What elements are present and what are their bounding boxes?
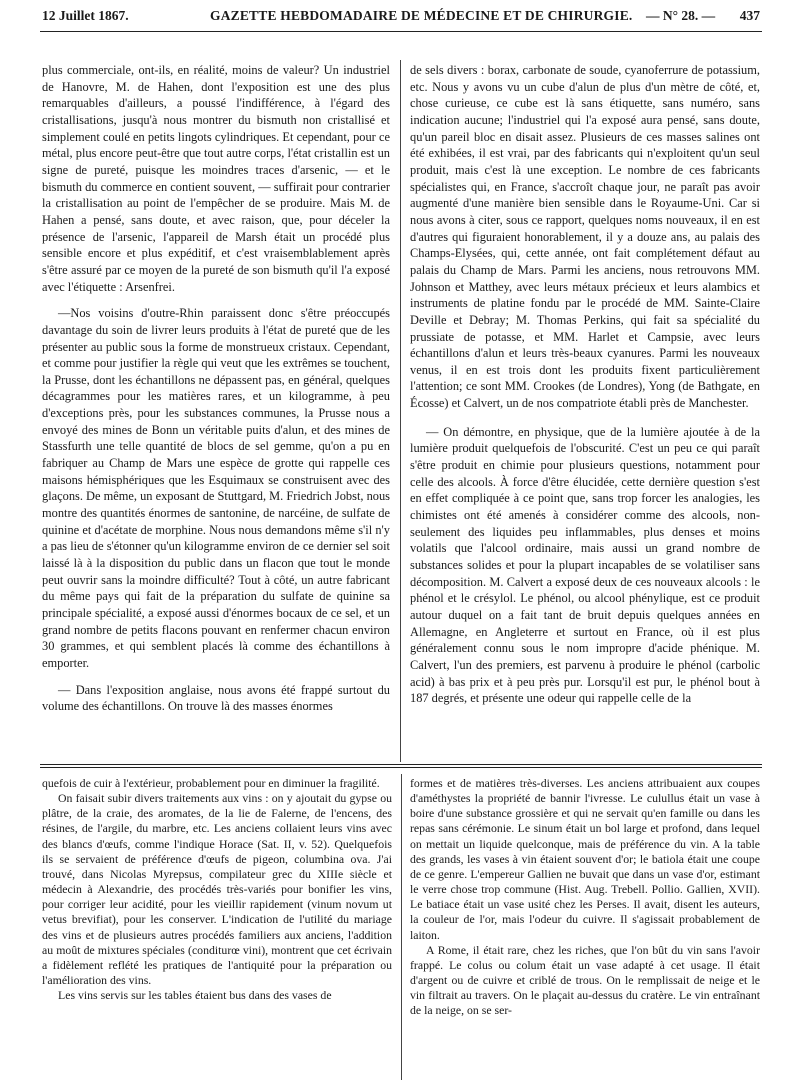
header-title: GAZETTE HEBDOMADAIRE DE MÉDECINE ET DE CHIRURGIE.: [210, 8, 633, 23]
upper-right-column: [410, 62, 760, 707]
header-rule: [40, 31, 762, 32]
lower-column-divider: [401, 774, 402, 1080]
paragraph: de sels divers : borax, carbonate de soude, cyanoferrure de potassium, etc. Nous y avons vu un cube d'alun de plus d'un mètre de côté, et, chose curieuse, ce cube est là sans étiquette, sans numéro, sans indication aucune; l'industriel qui l'a exposé aura pensé, sans doute, qu'un pareil bloc en disait assez. Plusieurs de ces masses salines ont été exhibées, il est vrai, par des fabricants qui n'exploitent qu'un seul produit, mais c'est là une exception. Le nombre de ces fabricants spécialistes qui, en France, s'accroît chaque jour, ne paraît pas avoir augmenté d'une manière bien sensible dans le Royaume-Uni. Car si nous avons à citer, sous ce rapport, quelques noms nouveaux, il en est d'autres qui figuraient honorablement, il y a douze ans, au palais des Champs-Elysées, qui, cette année, ont fait complétement défaut au palais du Champ de Mars. Parmi les anciens, nous retrouvons MM. Johnson et Matthey, avec leurs métaux précieux et leurs alambics et instruments de platine fondu par le procédé de MM. Sainte-Claire Deville et Debray; M. Thomas Perkins, qui fait sa spécialité du prussiate de potasse, et MM. Harlet et Campsie, avec leurs échantillons d'alun et leurs très-beaux cyanures. Parmi les nouveaux venus, il en est trois dont les produits fixent particulièrement l'attention; ce sont MM. Crookes (de Londres), Yong (de Bathgate, en Écosse) et Calvert, un de nos compatriote établi près de Manchester.: [410, 63, 760, 411]
lower-left-column: [42, 776, 392, 1003]
paragraph: plus commerciale, ont-ils, en réalité, moins de valeur? Un industriel de Hanovre, M. de Hahen, dont l'exposition est une des plus remarquables d'ailleurs, a poussé l'indifférence, à l'égard des cristallisations, jusqu'à nous montrer du bismuth non cristallisé et simplement coulé en petits lingots cylindriques. Et cependant, pour ce métal, plus encore peut-être que tout autre corps, l'état cristallin est un signe de pureté, puisque les moindres traces d'arsenic, — et le bismuth du commerce en contient souvent, — suffirait pour contrarier la cristallisation au point de l'empêcher de se produire. Mais M. de Hahen a pensé, sans doute, et avec raison, que, pour déceler la présence de l'arsenic, l'appareil de Marsh était un procédé plus sensible encore et plus expéditif, et c'est vraisemblablement après s'être assuré par ce moyen de la pureté de son bismuth qu'il l'a exposé avec l'étiquette : Arsenfrei.: [42, 63, 390, 294]
paragraph: A Rome, il était rare, chez les riches, que l'on bût du vin sans l'avoir frappé. Le colus ou colum était un vase adapté à cet usage. Il était d'argent ou de cuivre et criblé de trous. On le remplissait de neige et le vin filtrait au travers. On le plaçait au-dessus du cratère. Le vin entraînant de la neige, on se ser-: [410, 942, 760, 1018]
paragraph: formes et de matières très-diverses. Les anciens attribuaient aux coupes d'améthystes la propriété de bannir l'ivresse. Le culullus était un vase à boire d'une substance grossière et qui ne servait qu'en famille ou dans les repas sans cérémonie. Le sinum était un bol large et profond, dans lequel on mettait un liquide quelconque, mais de préférence du vin. A la table des grands, les vases à vin étaient souvent d'or; le batiola était une coupe de ce genre. L'empereur Gallien ne buvait que dans un vase d'or, estimant le verre chose trop commune (Hist. Aug. Trebell. Pollio. Gallien, XVII). Le batiace était un vase usité chez les Perses. Il avait, disent les auteurs, la couleur de l'or, mais l'odeur du cuivre. Il s'agissait probablement de laiton.: [410, 776, 760, 942]
upper-left-column: [42, 62, 390, 715]
section-rule: [40, 764, 762, 768]
header-page-number: 437: [739, 8, 760, 23]
paragraph: Les vins servis sur les tables étaient bus dans des vases de: [58, 988, 332, 1003]
paragraph: On faisait subir divers traitements aux vins : on y ajoutait du gypse ou plâtre, de la craie, des aromates, de la lie de Falerne, de l'encens, des résines, de l'argile, du marbre, etc. Les anciens collaient leurs vins avec des blancs d'œufs, comme l'indique Horace (Sat. II, v. 52). Quelquefois ils se servaient de préférence d'œufs de pigeon, columbina ova. J'ai trouvé, dans Nicolas Myrepsus, compilateur grec du XIIIe siècle et médecin à Alexandrie, des procédés très-variés pour bonifier les vins, pour corriger leur acidité, pour les vieillir rapidement (vinum novum ut vetus brevifiat), pour les conserver. L'indication de l'utilité du mariage des vins et de plusieurs autres procédés familiers aux anciens, l'addition au moût de mixtures spéciales (conditurœ vini), montrent que cet écrivain a fidèlement reflété les pratiques de l'antiquité pour la préparation ou l'amélioration des vins.: [42, 791, 392, 988]
header-date: 12 Juillet 1867.: [42, 8, 129, 23]
upper-column-divider: [400, 60, 401, 762]
header-issue-number: — N° 28. —: [646, 8, 716, 23]
page-header: [42, 8, 760, 30]
paragraph: — Dans l'exposition anglaise, nous avons été frappé surtout du volume des échantillons. On trouve là des masses énormes: [42, 682, 390, 714]
paragraph: —Nos voisins d'outre-Rhin paraissent donc s'être préoccupés davantage du soin de livrer leurs produits à l'état de pureté que de les présenter au public sous la forme de monstrueux cristaux. Cependant, et comme pour justifier la règle qui veut que les extrêmes se touchent, la Prusse, dont les échantillons ne dépassent pas, en général, quelques décagrammes pour les matières rares, et un kilogramme, à peu d'exceptions près, pour les substances communes, la Prusse nous a envoyé des mines de Bonn un véritable puits d'alun, et des mines de Stassfurth une telle quantité de blocs de sel gemme, qu'on a pu en fabriquer au Champ de Mars une espèce de grotte qui rappelle ces maisons hémisphériques que les Esquimaux se construisent avec des glaçons. De même, un exposant de Stuttgard, M. Friedrich Jobst, nous montre des quantités énormes de santonine, de narcéine, de sulfate de quinine et d'acétate de morphine. Nous nous demandons même s'il n'y a pas lieu de s'étonner qu'un kilogramme environ de ce dernier sel soit laissé là à la disposition du public dans un flacon que tout le monde peut ouvrir sans la moindre difficulté? Tout à côté, un autre fabricant du même pays qui fait de la préparation du sulfate de quinine sa principale spécialité, a exposé aussi d'énormes bocaux de ce sel, et un grand nombre de petits flacons pouvant en renfermer chacun environ 30 grammes, et qui semblent placés là comme des échantillons à emporter.: [42, 306, 390, 670]
paragraph: — On démontre, en physique, que de la lumière ajoutée à de la lumière produit quelquefois de l'obscurité. C'est un peu ce qui paraît s'être produit en chimie pour plusieurs questions, notamment pour celle des alcools. À force d'être élucidée, cette dernière question s'est en effet compliquée à ce point que, sans trop forcer les analogies, les chimistes ont été amenés à considérer comme des alcools, non-seulement des liquides peu inflammables, plus denses et moins volatils que l'alcool ordinaire, mais aussi un grand nombre de substances solides et pour la plupart incapables de se volatiliser sans décomposition. M. Calvert a exposé deux de ces nouveaux alcools : le phénol et le crésylol. Le phénol, ou alcool phénylique, est ce produit autour duquel on a fait tant de bruit depuis quelques années en Allemagne, en Angleterre et surtout en France, où il est plus généralement connu sous le nom impropre d'acide phénique. M. Calvert, l'un des premiers, est parvenu à produire le phénol (carbolic acid) à bas prix et à peu près pur. Lorsqu'il est pur, le phénol bout à 187 degrés, et présente une odeur qui rappelle celle de la: [410, 424, 760, 706]
lower-right-column: [410, 776, 760, 1019]
paragraph: quefois de cuir à l'extérieur, probablement pour en diminuer la fragilité.: [42, 776, 380, 790]
